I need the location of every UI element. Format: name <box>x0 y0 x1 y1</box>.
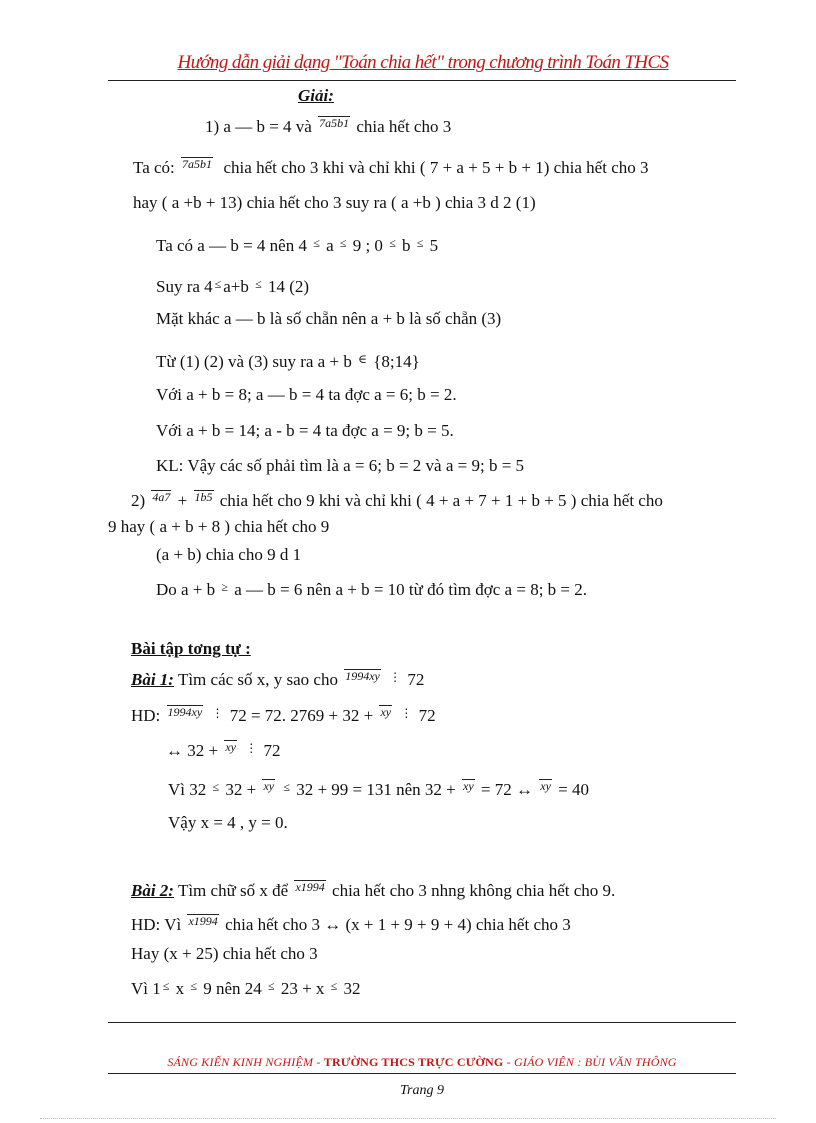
bai2-question <box>131 880 615 901</box>
bai2-hint-2: Hay (x + 25) chia hết cho 3 <box>131 944 318 963</box>
text: a — b = 6 nên a + b = 10 từ đó tìm đợc a = 8; b = 2. <box>234 580 587 599</box>
solution-line-6: Mặt khác a — b là số chẵn nên a + b là số chẵn (3) <box>156 309 502 328</box>
overline-number: xy <box>540 779 551 793</box>
text: HD: Vì <box>131 915 182 934</box>
overline-number: x1994 <box>188 914 218 928</box>
text: Ta có a — b = 4 nên 4 <box>156 236 307 255</box>
solution-line-2 <box>133 157 649 178</box>
divides-symbol: ⋮ <box>211 706 224 720</box>
text: chia hết cho 3 ↔ (x + 1 + 9 + 9 + 4) chia hết cho 3 <box>225 915 571 934</box>
text: Ta có: <box>133 158 175 177</box>
footer-divider-top <box>108 1022 736 1023</box>
text: 14 (2) <box>268 277 310 296</box>
text: {8;14} <box>373 352 420 371</box>
footer-left: SÁNG KIẾN KINH NGHIỆM - <box>167 1055 324 1069</box>
text: 1) a — b = 4 và <box>205 117 312 136</box>
text: 5 <box>429 236 439 255</box>
overline-number: 7a5b1 <box>319 116 350 130</box>
text: b <box>402 236 411 255</box>
overline-number: xy <box>463 779 474 793</box>
text: 2) <box>131 491 146 510</box>
text: = 72 ↔ <box>480 780 533 799</box>
page-number: Trang 9 <box>400 1083 444 1098</box>
leq-symbol: ≤ <box>283 780 290 794</box>
bai1-hint-2 <box>166 738 281 761</box>
text: HD: <box>131 706 161 725</box>
similar-heading-text: Bài tập tơng tự : <box>131 639 251 658</box>
solution-line-12: 9 hay ( a + b + 8 ) chia hết cho 9 <box>108 517 330 536</box>
leq-symbol: ≤ <box>330 979 338 993</box>
leq-symbol: ≤ <box>255 277 262 291</box>
bai1-hint-3 <box>168 777 589 800</box>
similar-heading <box>131 639 251 659</box>
text: Do a + b <box>156 580 216 599</box>
text: 9 nên 24 <box>203 979 262 998</box>
bai1-hint-4: Vậy x = 4 , y = 0. <box>168 813 288 832</box>
text: Vì 32 <box>168 780 207 799</box>
text: = 40 <box>558 780 589 799</box>
footer-school: TRƯỜNG THCS TRỰC CƯỜNG <box>323 1055 504 1069</box>
text: Tìm các số x, y sao cho <box>177 670 338 689</box>
overline-number: 1994xy <box>167 705 203 719</box>
leq-symbol: ≤ <box>267 979 275 993</box>
solution-line-5 <box>156 274 309 297</box>
leq-symbol: ≤ <box>313 236 320 250</box>
overline-number: xy <box>225 740 236 754</box>
divides-symbol: ⋮ <box>400 706 413 720</box>
overline-number: 1994xy <box>345 669 380 683</box>
text: chia hết cho 3 nhng không chia hết cho 9. <box>332 881 616 900</box>
leq-symbol: ≤ <box>162 979 170 993</box>
solution-line-8: Với a + b = 8; a — b = 4 ta đợc a = 6; b = 2. <box>156 385 457 404</box>
page-bottom-border <box>40 1118 776 1119</box>
text: x <box>175 979 185 998</box>
bai2-hint-3 <box>131 976 361 999</box>
text: 32 + 99 = 131 nên 32 + <box>296 780 456 799</box>
text: chia hết cho 3 khi và chỉ khi ( 7 + a + 5 + b + 1) chia hết cho 3 <box>223 158 649 177</box>
element-of-symbol: ∈ <box>358 352 367 366</box>
solution-line-11 <box>131 490 663 511</box>
solution-line-7 <box>156 349 420 372</box>
solution-line-3: hay ( a +b + 13) chia hết cho 3 suy ra ( a +b ) chia 3 d 2 (1) <box>133 193 536 212</box>
solution-line-4 <box>156 233 438 256</box>
text: a <box>326 236 334 255</box>
footer-right: - GIÁO VIÊN : BÙI VĂN THÔNG <box>503 1055 677 1069</box>
leq-symbol: ≤ <box>214 277 222 291</box>
text: 32 <box>343 979 361 998</box>
text: 72 <box>407 670 425 689</box>
text: 32 + <box>225 780 257 799</box>
text: Vì 1 <box>131 979 161 998</box>
overline-number: 7a5b1 <box>182 157 213 171</box>
leq-symbol: ≤ <box>212 780 220 794</box>
solution-title-text: Giải: <box>298 86 334 105</box>
bai2-label: Bài 2: <box>131 881 174 900</box>
text: chia hết cho 3 <box>356 117 452 136</box>
text: 72 = 72. 2769 + 32 + <box>229 706 374 725</box>
solution-line-9: Với a + b = 14; a - b = 4 ta đợc a = 9; b = 5. <box>156 421 454 440</box>
header-divider <box>108 80 736 81</box>
footer-divider-bottom <box>108 1073 736 1074</box>
solution-line-14 <box>156 577 587 600</box>
bai2-hint-1 <box>131 914 571 935</box>
divides-symbol: ⋮ <box>245 741 258 755</box>
overline-number: 4a7 <box>152 490 171 504</box>
text: 9 ; 0 <box>352 236 383 255</box>
solution-line-10: KL: Vậy các số phải tìm là a = 6; b = 2 và a = 9; b = 5 <box>156 456 525 475</box>
overline-number: xy <box>263 779 275 793</box>
leq-symbol: ≤ <box>389 236 396 250</box>
overline-number: x1994 <box>295 880 325 894</box>
header-title: Hướng dẫn giải dạng "Toán chia hết" trong chương trình Toán THCS <box>177 52 669 73</box>
footer-text <box>108 1055 736 1070</box>
text: Tìm chữ số x để <box>177 881 289 900</box>
bai1-question <box>131 667 424 690</box>
text: 23 + x <box>280 979 325 998</box>
text: 72 <box>263 741 281 760</box>
leq-symbol: ≤ <box>339 236 347 250</box>
text: 72 <box>418 706 436 725</box>
divides-symbol: ⋮ <box>389 670 402 684</box>
overline-number: 1b5 <box>194 490 213 504</box>
solution-line-1 <box>205 116 451 137</box>
text: ↔ 32 + <box>166 741 219 760</box>
geq-symbol: ≥ <box>221 580 229 594</box>
solution-title <box>298 86 334 106</box>
text: chia hết cho 9 khi và chỉ khi ( 4 + a + 7 + 1 + b + 5 ) chia hết cho <box>219 491 663 510</box>
bai1-label: Bài 1: <box>131 670 174 689</box>
overline-number: xy <box>380 705 392 719</box>
text: + <box>177 491 188 510</box>
leq-symbol: ≤ <box>190 979 197 993</box>
text: Từ (1) (2) và (3) suy ra a + b <box>156 352 352 371</box>
text: Suy ra 4 <box>156 277 213 296</box>
solution-line-13: (a + b) chia cho 9 d 1 <box>156 545 302 564</box>
leq-symbol: ≤ <box>416 236 424 250</box>
text: a+b <box>223 277 249 296</box>
bai1-hint-1 <box>131 703 436 726</box>
